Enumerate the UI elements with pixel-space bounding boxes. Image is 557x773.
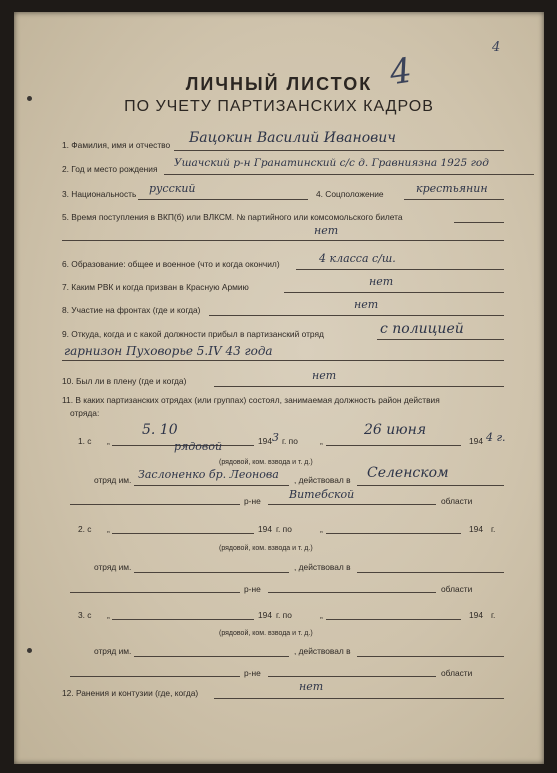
field-1-value: Бацокин Василий Иванович	[189, 130, 396, 146]
field-8-value: нет	[354, 298, 379, 311]
field-9-value-line1: с полицией	[380, 321, 464, 337]
entry-1-from-date: 5. 10	[142, 422, 178, 438]
field-12-value: нет	[299, 680, 324, 693]
page-title: ЛИЧНЫЙ ЛИСТОК	[185, 74, 373, 94]
field-10-value: нет	[312, 369, 337, 382]
binder-hole-bottom	[27, 648, 32, 653]
field-4-label: 4. Соцположение	[316, 189, 384, 199]
field-7-label: 7. Каким РВК и когда призван в Красную Армию	[62, 282, 249, 292]
page-subtitle: ПО УЧЕТУ ПАРТИЗАНСКИХ КАДРОВ	[124, 98, 434, 115]
field-5-label: 5. Время поступления в ВКП(б) или ВЛКСМ. № партийного или комсомольского билета	[62, 212, 403, 222]
entry-1-num: 1. с	[78, 436, 92, 446]
field-6-label: 6. Образование: общее и военное (что и когда окончил)	[62, 259, 280, 269]
field-2-value: Ушачский р-н Гранатинский с/с д. Гравниязна 1925 год	[174, 157, 489, 169]
field-2-label: 2. Год и место рождения	[62, 164, 158, 174]
entry-1-otryad: Заслоненко бр. Леонова	[138, 468, 279, 481]
field-4-value: крестьянин	[416, 182, 488, 195]
entry-2-num: 2. с	[78, 524, 92, 534]
field-10-label: 10. Был ли в плену (где и когда)	[62, 376, 187, 386]
field-9-label: 9. Откуда, когда и с какой должности прибыл в партизанский отряд	[62, 329, 324, 339]
handwritten-number-mark: 4	[387, 50, 415, 94]
field-7-value: нет	[369, 275, 394, 288]
entry-3-role-hint: (рядовой, ком. взвода и т. д.)	[219, 630, 313, 637]
top-right-mark: 4	[492, 40, 501, 55]
field-5-value: нет	[314, 224, 339, 237]
entry-1-role-hint: (рядовой, ком. взвода и т. д.)	[219, 459, 313, 466]
field-3-label: 3. Национальность	[62, 189, 137, 199]
field-11-label: 11. В каких партизанских отрядах (или группах) состоял, занимаемая должность район действия	[62, 395, 440, 405]
entry-1-year1-hw: 3	[272, 431, 279, 444]
entry-1-year2-hw: 4 г.	[486, 431, 506, 444]
entry-1-to-date: 26 июня	[364, 422, 427, 438]
field-11-label-cont: отряда:	[70, 408, 100, 418]
entry-1-role: рядовой	[174, 440, 223, 453]
entry-3-num: 3. с	[78, 610, 92, 620]
entry-1-acted: Селенском	[367, 465, 449, 481]
entry-2-role-hint: (рядовой, ком. взвода и т. д.)	[219, 545, 313, 552]
entry-1-oblast: Витебской	[289, 488, 355, 501]
field-6-value: 4 класса с/ш.	[319, 252, 396, 265]
field-1-label: 1. Фамилия, имя и отчество	[62, 140, 171, 150]
field-3-value: русский	[149, 182, 196, 195]
field-12-label: 12. Ранения и контузии (где, когда)	[62, 688, 199, 698]
field-8-label: 8. Участие на фронтах (где и когда)	[62, 305, 201, 315]
field-9-value-line2: гарнизон Пуховорье 5.IV 43 года	[64, 344, 273, 358]
form-sheet: 4 4 ЛИЧНЫЙ ЛИСТОК ПО УЧЕТУ ПАРТИЗАНСКИХ КАДРОВ 1. Фамилия, имя и отчество Бацокин Василий Иванович 2. Год и место рождения Ушачский р-н Гранатинский с/с д. Гравниязна 1925 год 3. Национальность русский 4. Соцположение крестьянин 5. Время поступления в ВКП(б) или ВЛКСМ. № партийного или комсомольского билета нет 6. Образование: общее и военное (что и когда окончил) 4 класса с/ш. 7. Каким РВК и когда призван в Красную Армию нет 8. Участие на фронтах (где и когда) нет 9. Откуда, когда и с какой должности прибыл в партизанский отряд с полицией гарнизон Пуховорье 5.IV 43 года 10. Был ли в плену (где и когда) нет 11. В каких партизанских отрядах (или группах) состоял, занимаемая должность район действия отряда: 1. с „ 5. 10 194 3 г. по „ 26 июня 194 4 г. рядовой (рядовой, ком. взвода и т. д.) отряд им. Заслоненко бр. Леонова , действовал в Селенском р-не Витебской области 2. с „ 194 г. по „ 194 г. (рядовой, ком. взвода и т. д.) отряд им. , действовал в р-не области 3. с „ 194 г. по „ 194 г. (рядовой, ком. взвода и т. д.) отряд им. , действовал в р-не области 12. Ранения и контузии (где, когда) нет	[14, 12, 544, 764]
